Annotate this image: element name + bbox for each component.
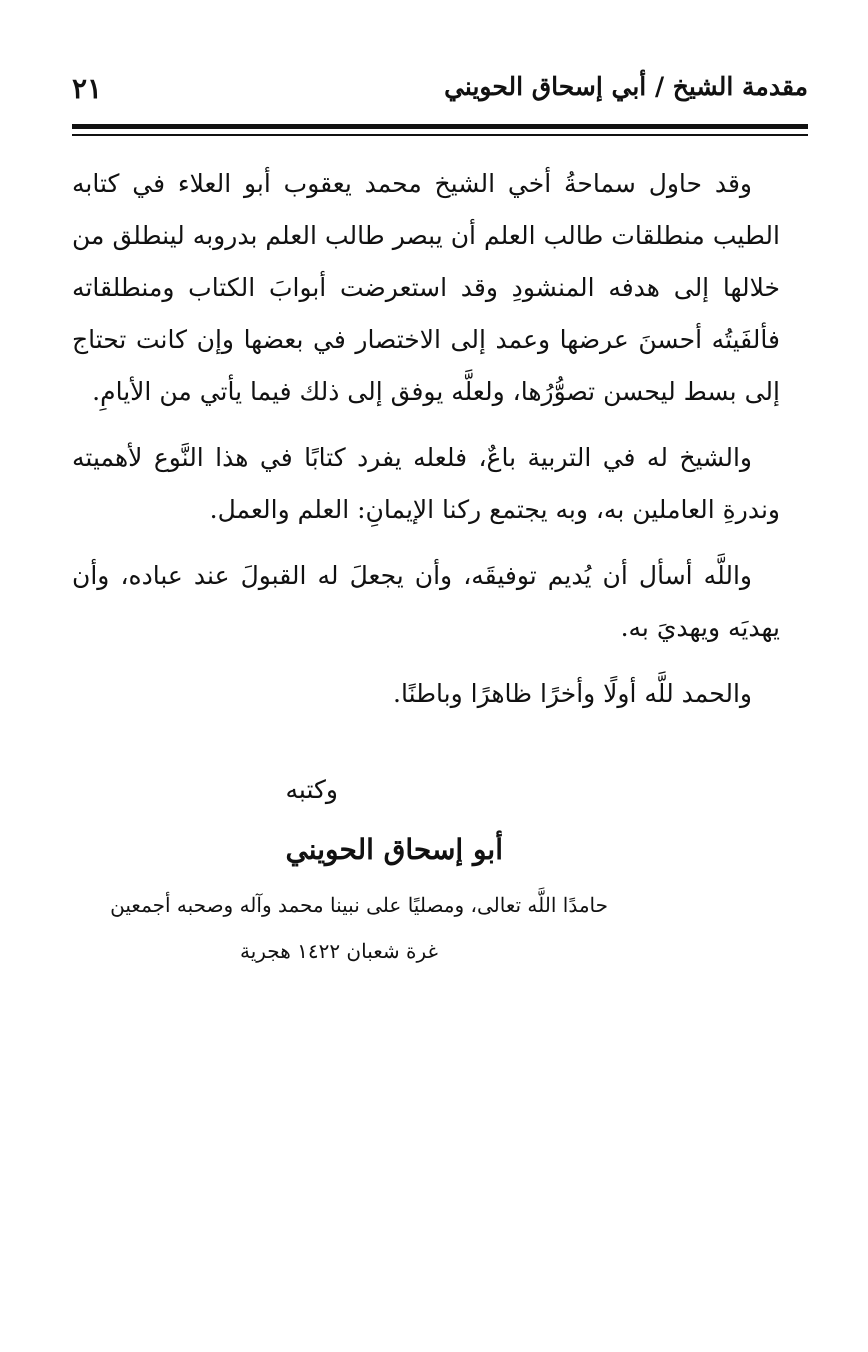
header-rule-thin — [72, 134, 808, 136]
paragraph-education: والشيخ له في التربية باعٌ، فلعله يفرد كتابًا في هذا النَّوع لأهميته وندرةِ العاملين به، وبه يجتمع ركنا الإيمانِ: العلم والعمل. — [72, 443, 780, 524]
body-text — [72, 158, 780, 734]
closing-line: حامدًا اللَّه تعالى، ومصليًا على نبينا محمد وآله وصحبه أجمعين — [110, 893, 608, 917]
author-name: أبو إسحاق الحويني — [285, 833, 503, 866]
header-rule-thick — [72, 124, 808, 129]
paragraph-prayer: واللَّه أسأل أن يُديم توفيقَه، وأن يجعلَ له القبولَ عند عباده، وأن يهديَه ويهديَ به. — [72, 561, 780, 642]
wrote-label: وكتبه — [285, 775, 338, 804]
header-title: مقدمة الشيخ / أبي إسحاق الحويني — [444, 72, 808, 101]
paragraph-praise: والحمد للَّه أولًا وأخرًا ظاهرًا وباطنًا. — [393, 679, 752, 708]
page-number: ٢١ — [72, 72, 103, 105]
running-header — [60, 72, 808, 116]
paragraph-intro: وقد حاول سماحةُ أخي الشيخ محمد يعقوب أبو العلاء في كتابه الطيب منطلقات طالب العلم أن يبصر طالب العلم بدروبه لينطلق من خلالها إلى هدفه المنشودِ وقد استعرضت أبوابَ الكتاب ومنطلقاته فألفَيتُه أحسنَ عرضها وعمد إلى الاختصار في بعضها وإن كانت تحتاج إلى بسط ليحسن تصوُّرُها، ولعلَّه يوفق إلى ذلك فيما يأتي من الأيامِ. — [72, 169, 780, 406]
date-line: غرة شعبان ١٤٢٢ هجرية — [239, 939, 438, 963]
